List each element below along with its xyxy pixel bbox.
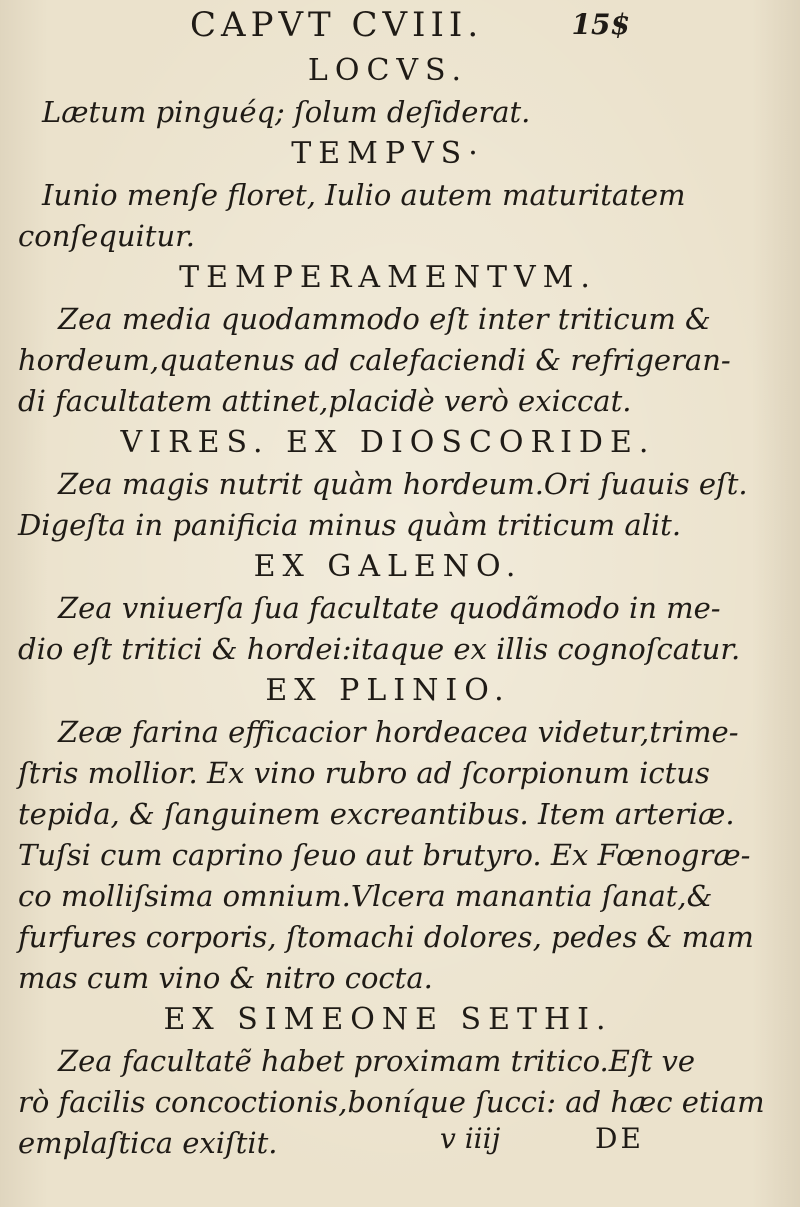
text-line: Zea media quodammodo eſt inter triticum & [58,302,711,336]
page-footer [440,1122,660,1162]
page-body [18,50,765,1164]
text-line: hordeum,quatenus ad calefaciendi & refrigeran- [18,343,731,377]
text-line: furfures corporis, ſtomachi dolores, pedes & mam [18,920,754,954]
text-line: Zea magis nutrit quàm hordeum.Ori ſuauis eſt. [58,467,748,501]
section-heading-dioscorides: VIRES. EX DIOSCORIDE. [120,425,656,460]
section-heading-temperamentum: TEMPERAMENTVM. [179,260,597,295]
text-line: Digeſta in panificia minus quàm triticum alit. [18,508,682,542]
text-line: Iunio menſe floret, Iulio autem maturitatem [42,178,686,212]
chapter-title: CAPVT CVIII. [190,5,484,45]
section-heading-simeon-sethi: EX SIMEONE SETHI. [163,1002,613,1037]
text-line: Lætum pinguéq; ſolum deſiderat. [42,95,531,129]
text-line: ſtris mollior. Ex vino rubro ad ſcorpionum ictus [18,756,710,790]
page-number: 15$ [571,8,630,41]
catchword: DE [595,1122,644,1155]
text-line: di facultatem attinet,placidè verò exiccat. [18,384,632,418]
text-line: tepida, & ſanguinem excreantibus. Item arteriæ. [18,797,735,831]
section-heading-galen: EX GALENO. [253,549,523,584]
signature-mark: v iiij [440,1122,501,1155]
running-head [190,2,630,48]
text-line: emplaſtica exiſtit. [18,1126,278,1160]
text-line: Tuſsi cum caprino ſeuo aut brutyro. Ex Fœnogræ- [18,838,751,872]
text-line: Zea vniuerſa ſua facultate quodãmodo in me- [58,591,721,625]
text-line: co molliſsima omnium.Vlcera manantia ſanat,& [18,879,713,913]
text-line: mas cum vino & nitro cocta. [18,961,433,995]
text-line: Zeæ farina efficacior hordeacea videtur,trime- [58,715,739,749]
text-line: Zea facultatẽ habet proximam tritico.Eſt ve [58,1044,696,1078]
text-line: dio eſt tritici & hordei:itaque ex illis cognoſcatur. [18,632,741,666]
section-heading-locus: LOCVS. [307,53,469,88]
section-heading-pliny: EX PLINIO. [265,673,511,708]
text-line: rò facilis concoctionis,boníque ſucci: ad hæc etiam [18,1085,765,1119]
text-line: conſequitur. [18,219,196,253]
section-heading-tempus: TEMPVS· [291,136,485,171]
